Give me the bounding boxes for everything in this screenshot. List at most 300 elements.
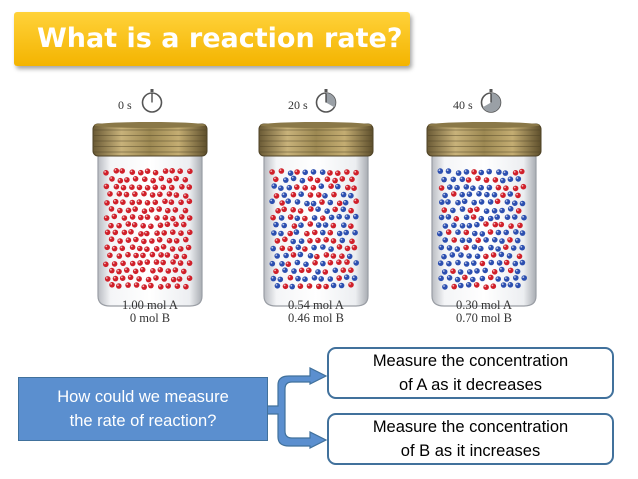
molecule-a xyxy=(120,275,126,281)
molecule-highlight xyxy=(188,261,190,263)
molecule-highlight xyxy=(508,238,510,240)
molecule-highlight xyxy=(134,238,136,240)
molecule-highlight xyxy=(320,200,322,202)
molecule-a xyxy=(307,238,313,244)
molecule-highlight xyxy=(299,209,301,211)
molecule-a xyxy=(183,177,189,183)
molecule-b xyxy=(437,231,443,237)
molecule-highlight xyxy=(143,177,145,179)
molecule-highlight xyxy=(291,208,293,210)
molecule-highlight xyxy=(270,170,272,172)
molecule-b xyxy=(513,229,519,235)
molecule-highlight xyxy=(292,193,294,195)
molecule-highlight xyxy=(276,284,278,286)
molecule-highlight xyxy=(497,170,499,172)
molecule-a xyxy=(138,231,144,237)
molecule-a xyxy=(154,215,160,221)
molecule-highlight xyxy=(114,231,116,233)
molecule-highlight xyxy=(332,239,334,241)
molecule-highlight xyxy=(346,215,348,217)
molecule-b xyxy=(484,208,490,214)
molecule-highlight xyxy=(330,216,332,218)
molecule-b xyxy=(344,274,350,280)
molecule-highlight xyxy=(443,194,445,196)
molecule-b xyxy=(474,222,480,228)
molecule-b xyxy=(315,269,321,275)
molecule-b xyxy=(489,260,495,266)
molecule-b xyxy=(508,176,514,182)
molecule-b xyxy=(447,275,453,281)
molecule-a xyxy=(140,223,146,229)
molecule-highlight xyxy=(473,232,475,234)
molecule-a xyxy=(336,275,342,281)
jar-lid xyxy=(93,124,207,156)
molecule-a xyxy=(450,268,456,274)
molecule-b xyxy=(447,184,453,190)
molecule-highlight xyxy=(288,232,290,234)
mol-a-label: 1.00 mol A xyxy=(122,298,178,312)
molecule-highlight xyxy=(303,186,305,188)
molecule-a xyxy=(114,184,120,190)
molecule-a xyxy=(493,177,499,183)
molecule-a xyxy=(275,238,281,244)
molecule-a xyxy=(281,207,287,213)
molecule-a xyxy=(167,191,173,197)
molecule-highlight xyxy=(301,179,303,181)
molecule-a xyxy=(140,267,146,273)
molecule-b xyxy=(484,192,490,198)
molecule-highlight xyxy=(506,200,508,202)
molecule-highlight xyxy=(176,284,178,286)
molecule-b xyxy=(320,261,326,267)
molecule-b xyxy=(455,229,461,235)
molecule-a xyxy=(294,169,300,175)
molecule-highlight xyxy=(504,231,506,233)
molecule-a xyxy=(513,170,519,176)
molecule-highlight xyxy=(440,246,442,248)
molecule-b xyxy=(515,269,521,275)
molecule-highlight xyxy=(283,238,285,240)
molecule-b xyxy=(353,260,359,266)
molecule-highlight xyxy=(291,240,293,242)
molecule-highlight xyxy=(188,170,190,172)
molecule-highlight xyxy=(476,177,478,179)
molecule-a xyxy=(291,252,297,258)
stopwatch-button xyxy=(325,89,328,92)
molecule-a xyxy=(167,238,173,244)
molecule-highlight xyxy=(309,207,311,209)
molecule-highlight xyxy=(336,171,338,173)
molecule-highlight xyxy=(304,263,306,265)
molecule-highlight xyxy=(465,170,467,172)
molecule-a xyxy=(466,177,472,183)
molecule-highlight xyxy=(464,246,466,248)
molecule-a xyxy=(519,169,525,175)
molecule-a xyxy=(348,282,354,288)
molecule-highlight xyxy=(106,277,108,279)
molecule-highlight xyxy=(485,193,487,195)
molecule-highlight xyxy=(174,208,176,210)
molecule-highlight xyxy=(517,209,519,211)
molecule-b xyxy=(458,269,464,275)
molecule-a xyxy=(299,268,305,274)
molecule-b xyxy=(335,184,341,190)
molecule-highlight xyxy=(455,217,457,219)
molecule-highlight xyxy=(317,193,319,195)
molecule-b xyxy=(442,193,448,199)
molecule-highlight xyxy=(484,238,486,240)
mol-b-label: 0 mol B xyxy=(129,311,171,325)
molecule-a xyxy=(306,268,312,274)
molecule-a xyxy=(174,238,180,244)
molecule-a xyxy=(130,261,136,267)
molecule-highlight xyxy=(354,215,356,217)
molecule-highlight xyxy=(166,209,168,211)
molecule-highlight xyxy=(172,278,174,280)
molecule-b xyxy=(282,192,288,198)
molecule-highlight xyxy=(309,193,311,195)
molecule-b xyxy=(495,246,501,252)
molecule-highlight xyxy=(461,178,463,180)
molecule-a xyxy=(495,199,501,205)
molecule-b xyxy=(316,222,322,228)
molecule-a xyxy=(122,230,128,236)
molecule-a xyxy=(113,276,119,282)
stopwatch-icon xyxy=(479,89,503,113)
molecule-highlight xyxy=(118,209,120,211)
molecule-b xyxy=(497,260,503,266)
molecule-highlight xyxy=(492,253,494,255)
molecule-b xyxy=(283,177,289,183)
molecule-highlight xyxy=(452,238,454,240)
molecule-highlight xyxy=(313,276,315,278)
molecule-b xyxy=(520,201,526,207)
jar-illustration xyxy=(256,122,376,308)
molecule-highlight xyxy=(143,209,145,211)
molecule-highlight xyxy=(341,177,343,179)
molecule-a xyxy=(170,216,176,222)
molecule-highlight xyxy=(505,277,507,279)
molecule-a xyxy=(340,176,346,182)
molecule-a xyxy=(133,237,139,243)
molecule-highlight xyxy=(142,192,144,194)
molecule-a xyxy=(183,193,189,199)
molecule-a xyxy=(462,275,468,281)
molecule-b xyxy=(288,170,294,176)
molecule-b xyxy=(442,269,448,275)
molecule-highlight xyxy=(164,216,166,218)
molecule-highlight xyxy=(279,232,281,234)
molecule-highlight xyxy=(162,231,164,233)
molecule-b xyxy=(329,215,335,221)
molecule-highlight xyxy=(162,245,164,247)
jar-panel-40s xyxy=(424,86,544,331)
molecule-highlight xyxy=(497,231,499,233)
molecule-a xyxy=(146,277,152,283)
molecule-a xyxy=(187,199,193,205)
molecule-a xyxy=(159,176,165,182)
molecule-highlight xyxy=(472,201,474,203)
molecule-highlight xyxy=(472,261,474,263)
molecule-highlight xyxy=(180,215,182,217)
molecule-highlight xyxy=(299,253,301,255)
molecule-highlight xyxy=(514,262,516,264)
molecule-a xyxy=(130,214,136,220)
molecule-highlight xyxy=(521,202,523,204)
molecule-b xyxy=(438,168,444,174)
molecule-a xyxy=(145,168,151,174)
molecule-b xyxy=(479,170,485,176)
molecule-b xyxy=(476,191,482,197)
molecule-highlight xyxy=(138,200,140,202)
molecule-highlight xyxy=(324,285,326,287)
molecule-a xyxy=(104,245,110,251)
molecule-highlight xyxy=(171,247,173,249)
molecule-highlight xyxy=(496,200,498,202)
molecule-highlight xyxy=(489,276,491,278)
molecule-a xyxy=(270,215,276,221)
molecule-a xyxy=(287,246,293,252)
molecule-a xyxy=(109,268,115,274)
molecule-a xyxy=(337,201,343,207)
molecule-a xyxy=(109,236,115,242)
molecule-highlight xyxy=(338,245,340,247)
molecule-a xyxy=(181,222,187,228)
molecule-highlight xyxy=(313,216,315,218)
molecule-highlight xyxy=(324,238,326,240)
jar-lid xyxy=(259,124,373,156)
molecule-b xyxy=(455,277,461,283)
molecule-b xyxy=(273,222,279,228)
molecule-b xyxy=(438,276,444,282)
molecule-a xyxy=(308,206,314,212)
molecule-highlight xyxy=(270,200,272,202)
molecule-a xyxy=(515,193,521,199)
molecule-highlight xyxy=(125,268,127,270)
molecule-highlight xyxy=(272,231,274,233)
molecule-highlight xyxy=(463,276,465,278)
molecule-a xyxy=(488,275,494,281)
molecule-a xyxy=(158,284,164,290)
molecule-highlight xyxy=(489,246,491,248)
molecule-b xyxy=(470,185,476,191)
molecule-highlight xyxy=(468,239,470,241)
molecule-a xyxy=(145,259,151,265)
molecule-a xyxy=(148,283,154,289)
molecule-highlight xyxy=(146,215,148,217)
answer-box-b xyxy=(327,413,614,465)
molecule-b xyxy=(472,244,478,250)
molecule-b xyxy=(298,222,304,228)
molecule-highlight xyxy=(522,276,524,278)
molecule-highlight xyxy=(333,208,335,210)
molecule-b xyxy=(270,246,276,252)
molecule-b xyxy=(466,282,472,288)
molecule-highlight xyxy=(480,200,482,202)
molecule-highlight xyxy=(501,179,503,181)
molecule-highlight xyxy=(175,193,177,195)
molecule-a xyxy=(468,208,474,214)
molecule-a xyxy=(107,253,113,259)
molecule-b xyxy=(341,222,347,228)
molecule-highlight xyxy=(328,171,330,173)
molecule-a xyxy=(132,206,138,212)
molecule-a xyxy=(508,268,514,274)
molecule-a xyxy=(475,176,481,182)
molecule-a xyxy=(337,244,343,250)
molecule-b xyxy=(311,245,317,251)
molecule-highlight xyxy=(315,255,317,257)
molecule-highlight xyxy=(509,224,511,226)
molecule-highlight xyxy=(487,170,489,172)
molecule-b xyxy=(320,230,326,236)
molecule-a xyxy=(336,259,342,265)
molecule-highlight xyxy=(448,246,450,248)
molecule-highlight xyxy=(126,253,128,255)
molecule-b xyxy=(516,176,522,182)
molecule-b xyxy=(343,230,349,236)
molecule-a xyxy=(117,238,123,244)
answer-line-1: Measure the concentration xyxy=(372,352,569,370)
molecule-a xyxy=(124,267,130,273)
molecule-a xyxy=(451,191,457,197)
molecule-highlight xyxy=(276,239,278,241)
molecule-a xyxy=(114,168,120,174)
molecule-highlight xyxy=(119,179,121,181)
molecule-b xyxy=(482,268,488,274)
molecule-b xyxy=(464,261,470,267)
molecule-b xyxy=(474,268,480,274)
molecule-highlight xyxy=(154,171,156,173)
jar-panel-20s xyxy=(256,86,376,331)
molecule-highlight xyxy=(110,283,112,285)
molecule-highlight xyxy=(125,193,127,195)
molecule-b xyxy=(278,185,284,191)
molecule-a xyxy=(308,192,314,198)
molecule-highlight xyxy=(110,269,112,271)
molecule-a xyxy=(187,230,193,236)
molecule-b xyxy=(302,170,308,176)
molecule-highlight xyxy=(295,170,297,172)
molecule-highlight xyxy=(142,240,144,242)
molecule-a xyxy=(140,253,146,259)
molecule-highlight xyxy=(349,268,351,270)
molecule-b xyxy=(289,284,295,290)
molecule-highlight xyxy=(129,276,131,278)
molecule-b xyxy=(322,193,328,199)
molecule-highlight xyxy=(353,231,355,233)
molecule-a xyxy=(112,246,118,252)
molecule-b xyxy=(300,178,306,184)
molecule-highlight xyxy=(484,285,486,287)
molecule-b xyxy=(488,199,494,205)
molecule-b xyxy=(328,246,334,252)
molecule-b xyxy=(467,191,473,197)
molecule-b xyxy=(333,268,339,274)
molecule-a xyxy=(154,246,160,252)
molecule-a xyxy=(311,185,317,191)
molecule-highlight xyxy=(352,186,354,188)
molecule-highlight xyxy=(350,178,352,180)
molecule-a xyxy=(153,185,159,191)
molecule-a xyxy=(165,283,171,289)
molecule-highlight xyxy=(121,276,123,278)
molecule-highlight xyxy=(317,223,319,225)
molecule-a xyxy=(142,176,148,182)
molecule-highlight xyxy=(131,215,133,217)
molecule-b xyxy=(488,216,494,222)
molecule-highlight xyxy=(275,194,277,196)
molecule-highlight xyxy=(476,239,478,241)
molecule-highlight xyxy=(488,186,490,188)
molecule-a xyxy=(314,254,320,260)
molecule-highlight xyxy=(184,209,186,211)
molecule-a xyxy=(471,214,477,220)
molecule-highlight xyxy=(468,224,470,226)
molecule-a xyxy=(315,178,321,184)
molecule-a xyxy=(162,199,168,205)
molecule-highlight xyxy=(480,171,482,173)
molecule-highlight xyxy=(127,209,129,211)
molecule-b xyxy=(520,230,526,236)
molecule-highlight xyxy=(141,254,143,256)
molecule-highlight xyxy=(105,246,107,248)
molecule-highlight xyxy=(316,207,318,209)
molecule-b xyxy=(285,198,291,204)
molecule-highlight xyxy=(110,207,112,209)
molecule-highlight xyxy=(338,202,340,204)
molecule-b xyxy=(450,208,456,214)
molecule-highlight xyxy=(333,179,335,181)
molecule-highlight xyxy=(452,285,454,287)
molecule-highlight xyxy=(110,177,112,179)
molecule-b xyxy=(508,282,514,288)
molecule-a xyxy=(112,261,118,267)
molecule-highlight xyxy=(184,178,186,180)
molecule-highlight xyxy=(440,186,442,188)
molecule-a xyxy=(504,260,510,266)
molecule-highlight xyxy=(518,224,520,226)
molecule-a xyxy=(344,169,350,175)
molecule-b xyxy=(331,283,337,289)
jar-illustration xyxy=(90,122,210,308)
molecule-highlight xyxy=(500,223,502,225)
molecule-highlight xyxy=(326,177,328,179)
molecule-a xyxy=(148,224,154,230)
molecule-a xyxy=(162,276,168,282)
molecule-highlight xyxy=(312,170,314,172)
molecule-highlight xyxy=(332,224,334,226)
molecule-a xyxy=(142,208,148,214)
molecule-b xyxy=(295,216,301,222)
molecule-highlight xyxy=(280,201,282,203)
molecule-b xyxy=(492,208,498,214)
molecule-highlight xyxy=(178,277,180,279)
molecule-a xyxy=(339,253,345,259)
molecule-highlight xyxy=(110,237,112,239)
molecule-highlight xyxy=(446,200,448,202)
molecule-b xyxy=(439,245,445,251)
molecule-highlight xyxy=(438,232,440,234)
molecule-highlight xyxy=(520,170,522,172)
molecule-b xyxy=(343,200,349,206)
molecule-highlight xyxy=(106,231,108,233)
molecule-highlight xyxy=(451,253,453,255)
molecule-highlight xyxy=(514,276,516,278)
molecule-b xyxy=(483,237,489,243)
molecule-highlight xyxy=(460,193,462,195)
molecule-a xyxy=(294,184,300,190)
